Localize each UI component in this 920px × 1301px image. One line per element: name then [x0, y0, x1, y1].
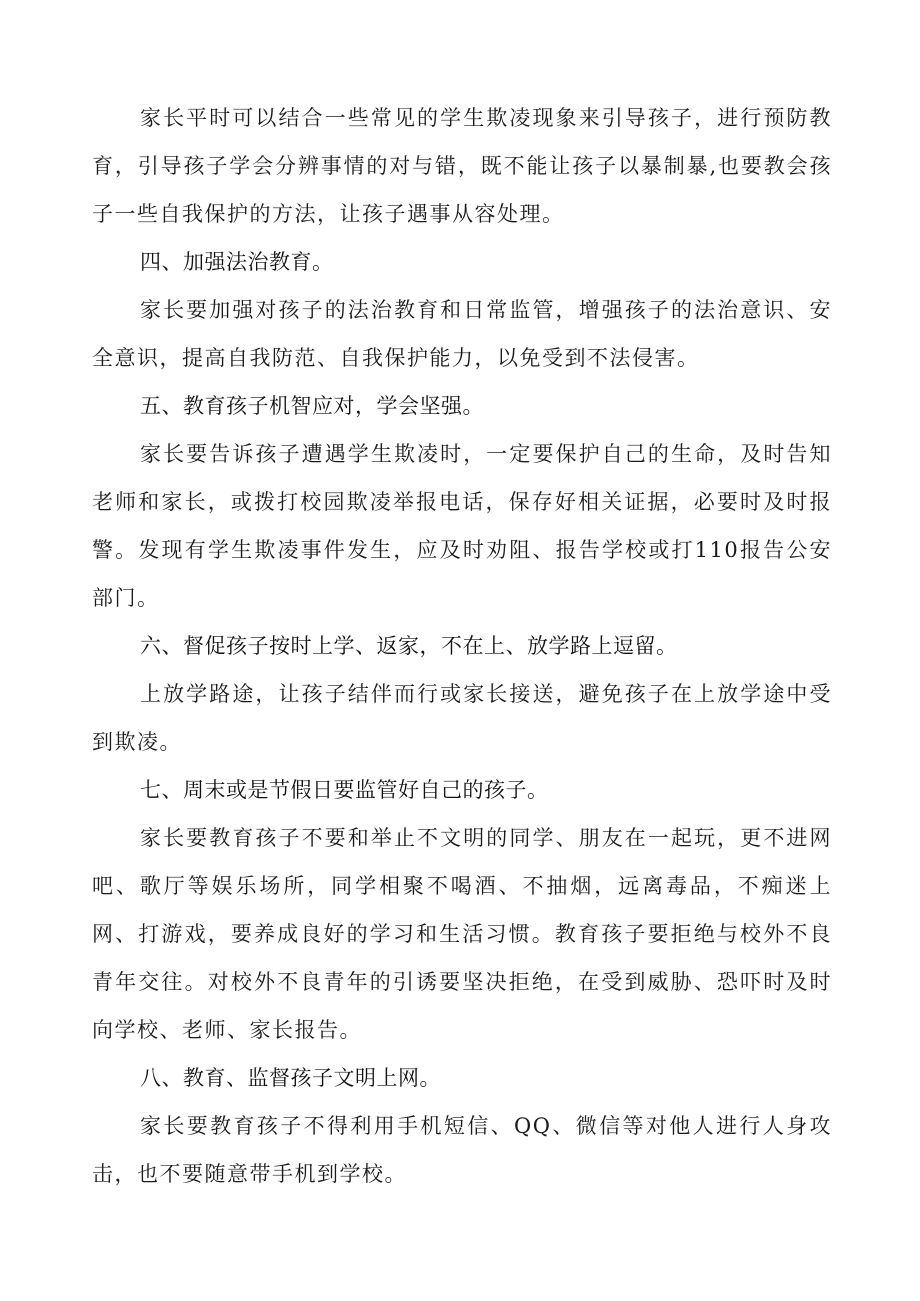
paragraph-prevention-guidance: 家长平时可以结合一些常见的学生欺凌现象来引导孩子，进行预防教育，引导孩子学会分辨事情的对与错，既不能让孩子以暴制暴,也要教会孩子一些自我保护的方法，让孩子遇事从容处理。 — [92, 106, 832, 226]
paragraph-legal-education: 家长要加强对孩子的法治教育和日常监管，增强孩子的法治意识、安全意识，提高自我防范、自我保护能力，以免受到不法侵害。 — [92, 298, 832, 370]
paragraph-internet-civility: 家长要教育孩子不得利用手机短信、QQ、微信等对他人进行人身攻击，也不要随意带手机到学校。 — [92, 1114, 832, 1186]
paragraph-commute-safety: 上放学路途，让孩子结伴而行或家长接送，避免孩子在上放学途中受到欺凌。 — [92, 682, 832, 754]
heading-section-8: 八、教育、监督孩子文明上网。 — [140, 1066, 441, 1090]
heading-section-7: 七、周末或是节假日要监管好自己的孩子。 — [140, 778, 549, 802]
paragraph-weekend-supervision: 家长要教育孩子不要和举止不文明的同学、朋友在一起玩，更不进网吧、歌厅等娱乐场所，同学相聚不喝酒、不抽烟，远离毒品，不痴迷上网、打游戏，要养成良好的学习和生活习惯。教育孩子要拒绝与校外不良青年交往。对校外不良青年的引诱要坚决拒绝，在受到威胁、恐吓时及时向学校、老师、家长报告。 — [92, 826, 832, 1042]
heading-section-4: 四、加强法治教育。 — [140, 250, 334, 274]
heading-section-6: 六、督促孩子按时上学、返家，不在上、放学路上逗留。 — [140, 634, 678, 658]
heading-section-5: 五、教育孩子机智应对，学会坚强。 — [140, 394, 484, 418]
document-body — [92, 94, 832, 1198]
paragraph-respond-wisely: 家长要告诉孩子遭遇学生欺凌时，一定要保护自己的生命，及时告知老师和家长，或拨打校园欺凌举报电话，保存好相关证据，必要时及时报警。发现有学生欺凌事件发生，应及时劝阻、报告学校或打110报告公安部门。 — [92, 442, 832, 610]
